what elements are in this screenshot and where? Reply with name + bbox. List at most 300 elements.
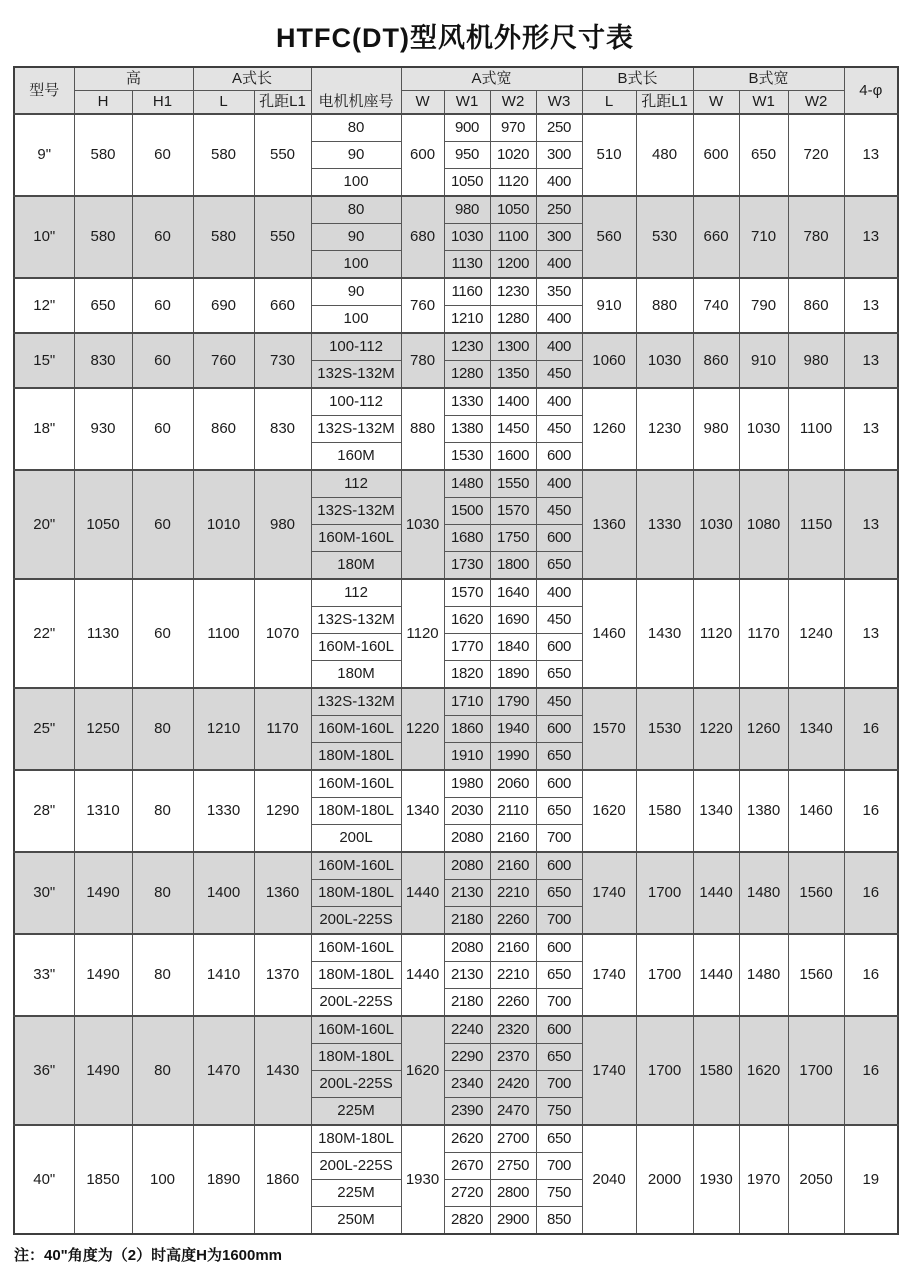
a-height-H-cell: 1130 <box>74 579 132 688</box>
b-length-L-cell: 1620 <box>582 770 636 852</box>
motor-frame-cell: 132S-132M <box>311 416 401 443</box>
b-length-L-cell: 1740 <box>582 934 636 1016</box>
footnote: 注：40"角度为（2）时高度H为1600mm <box>14 1247 283 1264</box>
b-width-W2-cell: 780 <box>788 196 844 278</box>
a-width-W1-cell: 2720 <box>444 1180 490 1207</box>
a-width-W3-cell: 750 <box>536 1180 582 1207</box>
col-header-b-L: L <box>582 91 636 115</box>
a-width-W1-cell: 1330 <box>444 388 490 416</box>
a-height-H-cell: 650 <box>74 278 132 333</box>
motor-frame-cell: 180M-180L <box>311 962 401 989</box>
col-header-b-width-group: B式宽 <box>693 67 844 91</box>
a-width-W3-cell: 650 <box>536 1125 582 1153</box>
a-length-L1-cell: 550 <box>254 114 311 196</box>
b-length-L-cell: 1260 <box>582 388 636 470</box>
model-cell: 28" <box>14 770 74 852</box>
motor-frame-cell: 160M-160L <box>311 716 401 743</box>
a-width-W2-cell: 1020 <box>490 142 536 169</box>
a-width-W3-cell: 650 <box>536 661 582 689</box>
bolt-hole-cell: 19 <box>844 1125 898 1234</box>
motor-frame-cell: 100-112 <box>311 333 401 361</box>
motor-frame-cell: 180M <box>311 661 401 689</box>
a-length-L-cell: 690 <box>193 278 254 333</box>
b-width-W2-cell: 1150 <box>788 470 844 579</box>
a-width-W3-cell: 400 <box>536 333 582 361</box>
a-height-H1-cell: 80 <box>132 688 193 770</box>
b-length-L-cell: 1570 <box>582 688 636 770</box>
header-row-subcolumns <box>14 91 898 115</box>
page <box>0 16 910 1264</box>
a-height-H1-cell: 60 <box>132 196 193 278</box>
a-width-W-cell: 1930 <box>401 1125 444 1234</box>
a-length-L-cell: 1330 <box>193 770 254 852</box>
a-height-H1-cell: 80 <box>132 1016 193 1125</box>
bolt-hole-cell: 16 <box>844 1016 898 1125</box>
a-width-W-cell: 1440 <box>401 852 444 934</box>
model-cell: 9" <box>14 114 74 196</box>
motor-frame-cell: 132S-132M <box>311 498 401 525</box>
a-width-W3-cell: 700 <box>536 1153 582 1180</box>
a-width-W3-cell: 650 <box>536 743 582 771</box>
b-length-L-cell: 2040 <box>582 1125 636 1234</box>
b-width-W-cell: 1440 <box>693 934 739 1016</box>
a-width-W3-cell: 600 <box>536 634 582 661</box>
col-header-a-W2: W2 <box>490 91 536 115</box>
table-row <box>14 196 898 224</box>
a-length-L1-cell: 1370 <box>254 934 311 1016</box>
a-width-W3-cell: 300 <box>536 142 582 169</box>
model-cell: 30" <box>14 852 74 934</box>
motor-frame-cell: 90 <box>311 278 401 306</box>
motor-frame-cell: 160M-160L <box>311 770 401 798</box>
a-width-W1-cell: 1860 <box>444 716 490 743</box>
a-width-W2-cell: 1600 <box>490 443 536 471</box>
b-length-L1-cell: 1700 <box>636 1016 693 1125</box>
a-width-W3-cell: 450 <box>536 498 582 525</box>
a-width-W2-cell: 1570 <box>490 498 536 525</box>
b-width-W1-cell: 1030 <box>739 388 788 470</box>
a-width-W1-cell: 1500 <box>444 498 490 525</box>
motor-frame-cell: 180M-180L <box>311 798 401 825</box>
a-length-L1-cell: 830 <box>254 388 311 470</box>
a-width-W2-cell: 1840 <box>490 634 536 661</box>
b-width-W-cell: 740 <box>693 278 739 333</box>
a-height-H-cell: 1490 <box>74 1016 132 1125</box>
a-width-W2-cell: 2160 <box>490 852 536 880</box>
a-width-W-cell: 1220 <box>401 688 444 770</box>
model-cell: 20" <box>14 470 74 579</box>
col-header-a-L1: 孔距L1 <box>254 91 311 115</box>
b-length-L1-cell: 1580 <box>636 770 693 852</box>
a-height-H-cell: 930 <box>74 388 132 470</box>
b-length-L1-cell: 1030 <box>636 333 693 388</box>
a-width-W2-cell: 1990 <box>490 743 536 771</box>
bolt-hole-cell: 13 <box>844 114 898 196</box>
bolt-hole-cell: 13 <box>844 196 898 278</box>
a-length-L-cell: 1400 <box>193 852 254 934</box>
b-width-W1-cell: 1480 <box>739 934 788 1016</box>
a-width-W2-cell: 1100 <box>490 224 536 251</box>
motor-frame-cell: 80 <box>311 196 401 224</box>
a-width-W2-cell: 1230 <box>490 278 536 306</box>
bolt-hole-cell: 13 <box>844 388 898 470</box>
a-height-H1-cell: 60 <box>132 278 193 333</box>
fan-dimensions-table <box>13 66 899 1235</box>
a-width-W3-cell: 450 <box>536 416 582 443</box>
a-width-W2-cell: 1300 <box>490 333 536 361</box>
a-width-W2-cell: 2320 <box>490 1016 536 1044</box>
a-width-W3-cell: 650 <box>536 880 582 907</box>
b-width-W1-cell: 790 <box>739 278 788 333</box>
a-width-W2-cell: 2060 <box>490 770 536 798</box>
model-cell: 12" <box>14 278 74 333</box>
a-width-W-cell: 780 <box>401 333 444 388</box>
b-width-W2-cell: 720 <box>788 114 844 196</box>
b-width-W2-cell: 1340 <box>788 688 844 770</box>
b-width-W-cell: 600 <box>693 114 739 196</box>
table-body <box>14 114 898 1234</box>
table-row <box>14 278 898 306</box>
motor-frame-cell: 160M-160L <box>311 1016 401 1044</box>
a-width-W3-cell: 600 <box>536 525 582 552</box>
a-width-W3-cell: 600 <box>536 934 582 962</box>
col-header-b-L1: 孔距L1 <box>636 91 693 115</box>
motor-frame-cell: 200L-225S <box>311 1071 401 1098</box>
a-width-W-cell: 1030 <box>401 470 444 579</box>
motor-frame-cell: 200L-225S <box>311 907 401 935</box>
table-row <box>14 1016 898 1044</box>
a-width-W1-cell: 1130 <box>444 251 490 279</box>
a-height-H1-cell: 60 <box>132 579 193 688</box>
bolt-hole-cell: 13 <box>844 579 898 688</box>
a-width-W1-cell: 1910 <box>444 743 490 771</box>
b-width-W2-cell: 1560 <box>788 852 844 934</box>
a-width-W3-cell: 650 <box>536 1044 582 1071</box>
col-header-a-L: L <box>193 91 254 115</box>
b-length-L-cell: 1060 <box>582 333 636 388</box>
b-width-W1-cell: 1170 <box>739 579 788 688</box>
a-width-W3-cell: 850 <box>536 1207 582 1235</box>
b-width-W-cell: 660 <box>693 196 739 278</box>
a-length-L-cell: 1410 <box>193 934 254 1016</box>
b-length-L1-cell: 530 <box>636 196 693 278</box>
a-width-W1-cell: 1530 <box>444 443 490 471</box>
model-cell: 36" <box>14 1016 74 1125</box>
b-length-L1-cell: 480 <box>636 114 693 196</box>
a-length-L1-cell: 1860 <box>254 1125 311 1234</box>
col-header-a-H: H <box>74 91 132 115</box>
b-length-L1-cell: 1330 <box>636 470 693 579</box>
a-width-W1-cell: 1380 <box>444 416 490 443</box>
b-length-L-cell: 510 <box>582 114 636 196</box>
a-width-W1-cell: 1980 <box>444 770 490 798</box>
a-length-L1-cell: 980 <box>254 470 311 579</box>
a-width-W1-cell: 2620 <box>444 1125 490 1153</box>
a-length-L-cell: 1890 <box>193 1125 254 1234</box>
a-width-W2-cell: 1940 <box>490 716 536 743</box>
table-header <box>14 67 898 114</box>
a-length-L1-cell: 1290 <box>254 770 311 852</box>
a-width-W1-cell: 950 <box>444 142 490 169</box>
a-width-W2-cell: 2210 <box>490 880 536 907</box>
a-width-W2-cell: 2260 <box>490 907 536 935</box>
bolt-hole-cell: 16 <box>844 934 898 1016</box>
a-width-W3-cell: 650 <box>536 798 582 825</box>
b-length-L1-cell: 1230 <box>636 388 693 470</box>
a-width-W1-cell: 2670 <box>444 1153 490 1180</box>
a-length-L-cell: 1010 <box>193 470 254 579</box>
table-row <box>14 333 898 361</box>
model-cell: 25" <box>14 688 74 770</box>
a-width-W1-cell: 2130 <box>444 962 490 989</box>
bolt-hole-cell: 16 <box>844 770 898 852</box>
model-cell: 33" <box>14 934 74 1016</box>
a-width-W2-cell: 2750 <box>490 1153 536 1180</box>
a-width-W1-cell: 2290 <box>444 1044 490 1071</box>
a-width-W1-cell: 2820 <box>444 1207 490 1235</box>
a-width-W1-cell: 1710 <box>444 688 490 716</box>
a-width-W1-cell: 900 <box>444 114 490 142</box>
a-height-H-cell: 1850 <box>74 1125 132 1234</box>
table-row <box>14 688 898 716</box>
a-width-W1-cell: 2390 <box>444 1098 490 1126</box>
a-width-W3-cell: 700 <box>536 825 582 853</box>
a-width-W3-cell: 400 <box>536 388 582 416</box>
a-length-L-cell: 580 <box>193 114 254 196</box>
a-width-W2-cell: 2160 <box>490 934 536 962</box>
a-width-W2-cell: 1400 <box>490 388 536 416</box>
a-width-W3-cell: 400 <box>536 470 582 498</box>
a-width-W3-cell: 750 <box>536 1098 582 1126</box>
a-length-L1-cell: 730 <box>254 333 311 388</box>
model-cell: 15" <box>14 333 74 388</box>
a-width-W1-cell: 2080 <box>444 825 490 853</box>
a-width-W2-cell: 1890 <box>490 661 536 689</box>
a-height-H-cell: 1310 <box>74 770 132 852</box>
a-width-W3-cell: 450 <box>536 688 582 716</box>
a-height-H-cell: 1250 <box>74 688 132 770</box>
a-width-W2-cell: 1750 <box>490 525 536 552</box>
b-width-W2-cell: 1460 <box>788 770 844 852</box>
b-length-L1-cell: 1530 <box>636 688 693 770</box>
a-height-H1-cell: 100 <box>132 1125 193 1234</box>
a-width-W1-cell: 1030 <box>444 224 490 251</box>
table-row <box>14 1125 898 1153</box>
model-cell: 10" <box>14 196 74 278</box>
motor-frame-cell: 160M-160L <box>311 852 401 880</box>
motor-frame-cell: 160M-160L <box>311 634 401 661</box>
table-row <box>14 388 898 416</box>
a-width-W1-cell: 2080 <box>444 934 490 962</box>
col-header-b-W: W <box>693 91 739 115</box>
b-length-L-cell: 1460 <box>582 579 636 688</box>
col-header-b-W1: W1 <box>739 91 788 115</box>
motor-frame-cell: 90 <box>311 142 401 169</box>
bolt-hole-cell: 13 <box>844 470 898 579</box>
a-width-W-cell: 680 <box>401 196 444 278</box>
a-length-L-cell: 580 <box>193 196 254 278</box>
a-width-W3-cell: 250 <box>536 196 582 224</box>
a-width-W2-cell: 2470 <box>490 1098 536 1126</box>
a-width-W1-cell: 1050 <box>444 169 490 197</box>
a-width-W2-cell: 2210 <box>490 962 536 989</box>
bolt-hole-cell: 13 <box>844 278 898 333</box>
col-header-model: 型号 <box>14 67 74 114</box>
b-width-W2-cell: 1700 <box>788 1016 844 1125</box>
table-row <box>14 470 898 498</box>
a-width-W3-cell: 450 <box>536 361 582 389</box>
a-height-H-cell: 1050 <box>74 470 132 579</box>
b-length-L-cell: 560 <box>582 196 636 278</box>
motor-frame-cell: 225M <box>311 1180 401 1207</box>
a-height-H1-cell: 80 <box>132 770 193 852</box>
a-width-W1-cell: 1820 <box>444 661 490 689</box>
b-width-W1-cell: 650 <box>739 114 788 196</box>
motor-frame-cell: 180M-180L <box>311 743 401 771</box>
b-width-W1-cell: 1970 <box>739 1125 788 1234</box>
a-width-W1-cell: 2080 <box>444 852 490 880</box>
a-width-W3-cell: 600 <box>536 852 582 880</box>
b-length-L1-cell: 1700 <box>636 852 693 934</box>
a-width-W1-cell: 1730 <box>444 552 490 580</box>
b-width-W-cell: 860 <box>693 333 739 388</box>
motor-frame-cell: 132S-132M <box>311 688 401 716</box>
a-width-W2-cell: 2700 <box>490 1125 536 1153</box>
motor-frame-cell: 160M-160L <box>311 525 401 552</box>
a-length-L1-cell: 1170 <box>254 688 311 770</box>
a-length-L1-cell: 1360 <box>254 852 311 934</box>
col-header-a-width-group: A式宽 <box>401 67 582 91</box>
b-width-W1-cell: 1480 <box>739 852 788 934</box>
model-cell: 40" <box>14 1125 74 1234</box>
b-width-W2-cell: 1240 <box>788 579 844 688</box>
b-length-L1-cell: 1430 <box>636 579 693 688</box>
b-width-W1-cell: 710 <box>739 196 788 278</box>
a-width-W3-cell: 700 <box>536 907 582 935</box>
a-width-W2-cell: 2800 <box>490 1180 536 1207</box>
a-width-W2-cell: 1350 <box>490 361 536 389</box>
col-header-a-W: W <box>401 91 444 115</box>
col-header-a-W3: W3 <box>536 91 582 115</box>
b-length-L-cell: 1360 <box>582 470 636 579</box>
a-height-H1-cell: 60 <box>132 333 193 388</box>
b-width-W-cell: 1580 <box>693 1016 739 1125</box>
b-width-W2-cell: 980 <box>788 333 844 388</box>
a-width-W-cell: 1620 <box>401 1016 444 1125</box>
b-width-W2-cell: 860 <box>788 278 844 333</box>
a-width-W1-cell: 980 <box>444 196 490 224</box>
bolt-hole-cell: 16 <box>844 688 898 770</box>
a-height-H-cell: 580 <box>74 196 132 278</box>
motor-frame-cell: 90 <box>311 224 401 251</box>
a-width-W2-cell: 2900 <box>490 1207 536 1235</box>
a-width-W1-cell: 2240 <box>444 1016 490 1044</box>
a-width-W3-cell: 600 <box>536 716 582 743</box>
motor-frame-cell: 132S-132M <box>311 607 401 634</box>
a-width-W1-cell: 1680 <box>444 525 490 552</box>
col-header-a-length-group: A式长 <box>193 67 311 91</box>
a-width-W2-cell: 1450 <box>490 416 536 443</box>
table-row <box>14 114 898 142</box>
a-height-H-cell: 830 <box>74 333 132 388</box>
motor-frame-cell: 112 <box>311 470 401 498</box>
a-width-W1-cell: 1620 <box>444 607 490 634</box>
model-cell: 18" <box>14 388 74 470</box>
table-row <box>14 579 898 607</box>
motor-frame-cell: 250M <box>311 1207 401 1235</box>
a-width-W3-cell: 600 <box>536 1016 582 1044</box>
a-height-H-cell: 580 <box>74 114 132 196</box>
a-width-W2-cell: 2160 <box>490 825 536 853</box>
a-length-L-cell: 760 <box>193 333 254 388</box>
a-width-W2-cell: 1790 <box>490 688 536 716</box>
a-width-W1-cell: 2130 <box>444 880 490 907</box>
a-width-W1-cell: 2180 <box>444 907 490 935</box>
a-width-W3-cell: 400 <box>536 579 582 607</box>
a-width-W2-cell: 1050 <box>490 196 536 224</box>
a-width-W2-cell: 1640 <box>490 579 536 607</box>
a-width-W3-cell: 400 <box>536 306 582 334</box>
table-row <box>14 852 898 880</box>
col-header-a-W1: W1 <box>444 91 490 115</box>
a-width-W1-cell: 1210 <box>444 306 490 334</box>
a-length-L-cell: 860 <box>193 388 254 470</box>
a-length-L-cell: 1210 <box>193 688 254 770</box>
b-width-W1-cell: 910 <box>739 333 788 388</box>
a-width-W1-cell: 1480 <box>444 470 490 498</box>
b-width-W-cell: 1030 <box>693 470 739 579</box>
a-width-W3-cell: 700 <box>536 1071 582 1098</box>
a-width-W-cell: 1340 <box>401 770 444 852</box>
b-width-W-cell: 1340 <box>693 770 739 852</box>
a-length-L1-cell: 550 <box>254 196 311 278</box>
a-width-W-cell: 880 <box>401 388 444 470</box>
a-width-W1-cell: 2340 <box>444 1071 490 1098</box>
a-length-L1-cell: 660 <box>254 278 311 333</box>
bolt-hole-cell: 13 <box>844 333 898 388</box>
a-width-W3-cell: 450 <box>536 607 582 634</box>
b-width-W1-cell: 1260 <box>739 688 788 770</box>
motor-frame-cell: 160M-160L <box>311 934 401 962</box>
motor-frame-cell: 100 <box>311 169 401 197</box>
b-width-W-cell: 980 <box>693 388 739 470</box>
page-title: HTFC(DT)型风机外形尺寸表 <box>276 23 634 53</box>
col-header-bolt-hole: 4-φ <box>844 67 898 114</box>
a-width-W-cell: 760 <box>401 278 444 333</box>
a-height-H-cell: 1490 <box>74 852 132 934</box>
b-width-W2-cell: 1560 <box>788 934 844 1016</box>
motor-frame-cell: 180M <box>311 552 401 580</box>
a-width-W2-cell: 1690 <box>490 607 536 634</box>
a-width-W3-cell: 400 <box>536 169 582 197</box>
motor-frame-cell: 100 <box>311 306 401 334</box>
col-header-b-W2: W2 <box>788 91 844 115</box>
header-row-groups <box>14 67 898 91</box>
a-height-H1-cell: 60 <box>132 114 193 196</box>
a-width-W2-cell: 2370 <box>490 1044 536 1071</box>
b-width-W1-cell: 1620 <box>739 1016 788 1125</box>
motor-frame-cell: 180M-180L <box>311 880 401 907</box>
a-width-W3-cell: 250 <box>536 114 582 142</box>
motor-frame-cell: 200L <box>311 825 401 853</box>
a-width-W2-cell: 1120 <box>490 169 536 197</box>
a-height-H1-cell: 60 <box>132 388 193 470</box>
bolt-hole-cell: 16 <box>844 852 898 934</box>
b-length-L1-cell: 880 <box>636 278 693 333</box>
b-length-L1-cell: 2000 <box>636 1125 693 1234</box>
a-width-W1-cell: 2030 <box>444 798 490 825</box>
a-width-W-cell: 600 <box>401 114 444 196</box>
